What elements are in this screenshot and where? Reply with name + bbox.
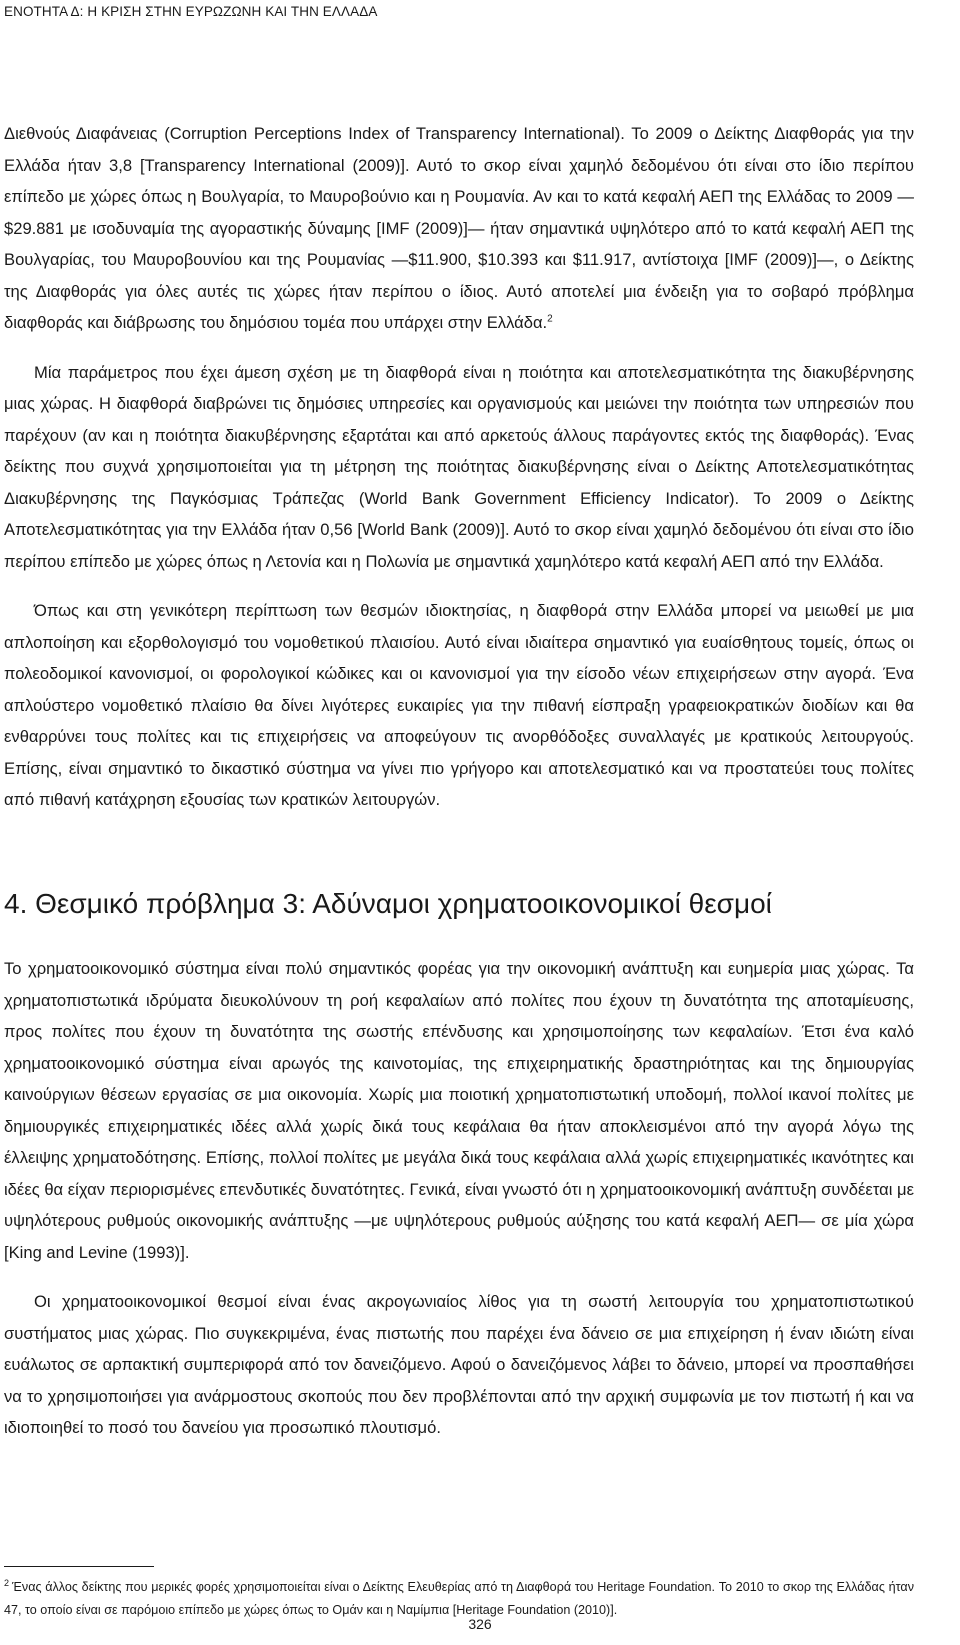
footnote-number: 2 — [4, 1577, 10, 1588]
paragraph-financial-institutions: Οι χρηματοοικονομικοί θεσμοί είναι ένας ακρογωνιαίος λίθος για τη σωστή λειτουργία του χρηματοπιστωτικού συστήματος μιας χώρας. Πιο συγκεκριμένα, ένας πιστωτής που παρέχει ένα δάνειο σε μια επιχείρηση ή έναν ιδιώτη είναι ευάλωτος σε αρπακτική συμπεριφορά από τον δανειζόμενο. Αφού ο δανειζόμενος λάβει το δάνειο, μπορεί να προσπαθήσει να το χρησιμοποιήσει για ανάρμοστους σκοπούς που δεν προβλέπονται από την αρχική συμφωνία με τον πιστωτή ή και να ιδιοποιηθεί το ποσό του δανείου για προσωπικό πλουτισμό. — [4, 1292, 914, 1437]
paragraph-text: Διεθνούς Διαφάνειας (Corruption Perceptions Index of Transparency International). Το 2009 ο Δείκτης Διαφθοράς για την Ελλάδα ήταν 3,8 [Transparency International (2009)]. Αυτό το σκορ είναι χαμηλό δεδομένου ότι είναι στο ίδιο περίπου επίπεδο με χώρες όπως η Βουλγαρία, το Μαυροβούνιο και η Ρουμανία. Αν και το κατά κεφαλή ΑΕΠ της Ελλάδας το 2009 —$29.881 με ισοδυναμία της αγοραστικής δύναμης [IMF (2009)]— ήταν σημαντικά υψηλότερο από το κατά κεφαλή ΑΕΠ της Βουλγαρίας, του Μαυροβουνίου και της Ρουμανίας —$11.900, $10.393 και $11.917, αντίστοιχα [IMF (2009)]—, ο Δείκτης της Διαφθοράς για όλες αυτές τις χώρες ήταν περίπου ο ίδιος. Αυτό αποτελεί μια ένδειξη για το σοβαρό πρόβλημα διαφθοράς και διάβρωσης του δημόσιου τομέα που υπάρχει στην Ελλάδα. — [4, 124, 914, 332]
footnote-divider — [4, 1566, 154, 1567]
footnote-reference[interactable]: 2 — [547, 313, 553, 325]
footnote-text: Ένας άλλος δείκτης που μερικές φορές χρησιμοποιείται είναι ο Δείκτης Ελευθερίας από τη Διαφθορά του Heritage Foundation. Το 2010 το σκορ της Ελλάδας ήταν 47, το οποίο είναι σε παρόμοιο επίπεδο με χώρες όπως το Ομάν και η Ναμίμπια [Heritage Foundation (2010)]. — [4, 1580, 914, 1617]
paragraph-legal-framework: Όπως και στη γενικότερη περίπτωση των θεσμών ιδιοκτησίας, η διαφθορά στην Ελλάδα μπορεί να μειωθεί με μια απλοποίηση και εξορθολογισμό του νομοθετικού πλαισίου. Αυτό είναι ιδιαίτερα σημαντικό για ευαίσθητους τομείς, όπως οι πολεοδομικοί κανονισμοί, οι φορολογικοί κώδικες και οι κανονισμοί για την είσοδο νέων επιχειρήσεων στην αγορά. Ένα απλούστερο νομοθετικό πλαίσιο θα δίνει λιγότερες ευκαιρίες για την πιθανή είσπραξη γραφειοκρατικών διοδίων και θα ενθαρρύνει τους πολίτες και τις επιχειρήσεις να αποφεύγουν τις ανορθόδοξες συναλλαγές με κρατικούς λειτουργούς. Επίσης, είναι σημαντικό το δικαστικό σύστημα να γίνει πιο γρήγορο και αποτελεσματικό και να προστατεύει τους πολίτες από πιθανή κατάχρηση εξουσίας των κρατικών λειτουργών. — [4, 601, 914, 809]
page-number: 326 — [468, 1616, 492, 1632]
running-header: ΕΝΟΤΗΤΑ Δ: Η ΚΡΙΣΗ ΣΤΗΝ ΕΥΡΩΖΩΝΗ ΚΑΙ ΤΗΝ ΕΛΛΑΔΑ — [4, 4, 378, 19]
body-text-section-4 — [4, 953, 914, 1444]
paragraph-governance: Μία παράμετρος που έχει άμεση σχέση με τη διαφθορά είναι η ποιότητα και αποτελεσματικότητα της διακυβέρνησης μιας χώρας. Η διαφθορά διαβρώνει τις δημόσιες υπηρεσίες και οργανισμούς και μειώνει την ποιότητα των υπηρεσιών που παρέχουν (αν και η ποιότητα διακυβέρνησης εξαρτάται και από αρκετούς άλλους παράγοντες εκτός της διαφθοράς). Ένας δείκτης που συχνά χρησιμοποιείται για τη μέτρηση της ποιότητας διακυβέρνησης είναι ο Δείκτης Αποτελεσματικότητας Διακυβέρνησης της Παγκόσμιας Τράπεζας (World Bank Government Efficiency Indicator). Το 2009 ο Δείκτης Αποτελεσματικότητας για την Ελλάδα ήταν 0,56 [World Bank (2009)]. Αυτό το σκορ είναι χαμηλό δεδομένου ότι είναι στο ίδιο περίπου επίπεδο με χώρες όπως η Λετονία και η Πολωνία με σημαντικά χαμηλότερο κατά κεφαλή ΑΕΠ από την Ελλάδα. — [4, 362, 914, 571]
paragraph-corruption-index — [4, 118, 914, 339]
paragraph-financial-system: Το χρηματοοικονομικό σύστημα είναι πολύ σημαντικός φορέας για την οικονομική ανάπτυξη και ευημερία μιας χώρας. Τα χρηματοπιστωτικά ιδρύματα διευκολύνουν τη ροή κεφαλαίων από πολίτες που έχουν τη δυνατότητα της αποταμίευσης, προς πολίτες που έχουν τη δυνατότητα της σωστής επένδυσης και χρησιμοποίησης των κεφαλαίων. Έτσι ένα καλό χρηματοοικονομικό σύστημα είναι αρωγός της καινοτομίας, της επιχειρηματικής δραστηριότητας και της δημιουργίας καινούργιων θέσεων εργασίας σε μια οικονομία. Χωρίς μια ποιοτική χρηματοπιστωτική υποδομή, πολλοί ικανοί πολίτες με δημιουργικές επιχειρηματικές ιδέες αλλά χωρίς δικά τους κεφάλαια θα ήταν αποκλεισμένοι από την αγορά λόγω της έλλειψης χρηματοδότησης. Επίσης, πολλοί πολίτες με μεγάλα δικά τους κεφάλαια αλλά χωρίς επιχειρηματικές ικανότητες και ιδέες θα είχαν περιορισμένες επενδυτικές δυνατότητες. Γενικά, είναι γνωστό ότι η χρηματοοικονομική ανάπτυξη συνδέεται με υψηλότερους ρυθμούς οικονομικής ανάπτυξης —με υψηλότερους ρυθμούς αύξησης του κατά κεφαλή ΑΕΠ— σε μία χώρα [King and Levine (1993)]. — [4, 959, 914, 1262]
body-text-before-section — [4, 118, 914, 816]
section-heading: 4. Θεσμικό πρόβλημα 3: Αδύναμοι χρηματοοικονομικοί θεσμοί — [4, 888, 772, 919]
